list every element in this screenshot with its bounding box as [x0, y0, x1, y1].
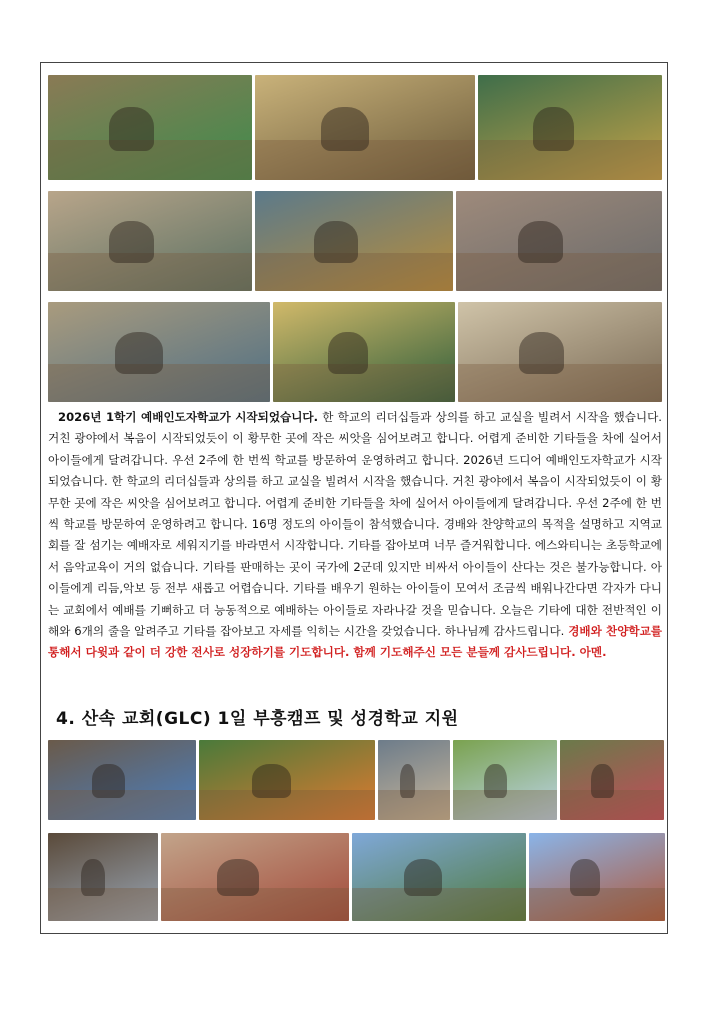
classroom-photo-row-3 — [48, 302, 662, 402]
camp-photo — [352, 833, 526, 921]
camp-photo-row-1 — [48, 740, 664, 820]
worship-school-paragraph — [48, 407, 662, 664]
classroom-photo — [255, 75, 475, 180]
classroom-photo — [255, 191, 453, 291]
camp-photo — [378, 740, 450, 820]
classroom-photo — [458, 302, 662, 402]
classroom-photo — [48, 75, 252, 180]
camp-photo — [199, 740, 375, 820]
prayer-request: 경배와 찬양학교를 통해서 다윗과 같이 더 강한 전사로 성장하기를 기도합니다. 함께 기도해주신 모든 분들께 감사드립니다. 아멘. — [48, 624, 663, 660]
camp-photo — [560, 740, 664, 820]
classroom-photo — [273, 302, 455, 402]
camp-photo — [453, 740, 557, 820]
paragraph-body: 한 학교의 리더십들과 상의를 하고 교실을 빌려서 시작을 했습니다. 거친 광야에서 복음이 시작되었듯이 이 황무한 곳에 작은 씨앗을 심어보려고 합니다. 어렵게 준비한 기타들을 차에 실어서 아이들에게 달려갑니다. 우선 2주에 한 번씩 학교를 방문하여 운영하려고 합니다. 2026년 드디어 예배인도자학교가 시작되었습니다. 한 학교의 리더십들과 상의를 하고 교실을 빌려서 시작을 했습니다. 거친 광야에서 복음이 시작되었듯이 이 황무한 곳에 작은 씨앗을 심어보려고 합니다. 어렵게 준비한 기타들을 차에 실어서 아이들에게 달려갑니다. 우선 2주에 한 번씩 학교를 방문하여 운영하려고 합니다. 16명 정도의 아이들이 참석했습니다. 경배와 찬양학교의 목적을 설명하고 지역교회를 잘 섬기는 예배자로 세워지기를 바라면서 시작합니다. 기타를 잡아보며 너무 즐거워합니다. 에스와티니는 초등학교에서 음악교육이 거의 없습니다. 기타를 판매하는 곳이 국가에 2군데 있지만 비싸서 아이들이 산다는 것은 불가능합니다. 아이들에게 리듬,악보 등 전부 새롭고 어렵습니다. 기타를 배우기 원하는 아이들이 모여서 조금씩 배워나간다면 각자가 다니는 교회에서 예배를 기뻐하고 더 능동적으로 예배하는 아이들로 자라나갈 것을 믿습니다. 오늘은 기타에 대한 전반적인 이해와 6개의 줄을 알려주고 기타를 잡아보고 자세를 익히는 시간을 갖었습니다. 하나님께 감사드립니다. — [48, 410, 662, 639]
classroom-photo — [48, 191, 252, 291]
camp-photo — [48, 833, 158, 921]
section-heading: 4. 산속 교회(GLC) 1일 부흥캠프 및 성경학교 지원 — [56, 709, 459, 729]
classroom-photo-row-1 — [48, 75, 662, 180]
camp-photo — [161, 833, 349, 921]
camp-photo-row-2 — [48, 833, 665, 921]
camp-photo — [48, 740, 196, 820]
paragraph-lead: 2026년 1학기 예배인도자학교가 시작되었습니다. — [58, 410, 319, 424]
camp-photo — [529, 833, 665, 921]
classroom-photo — [478, 75, 662, 180]
classroom-photo — [48, 302, 270, 402]
classroom-photo — [456, 191, 662, 291]
classroom-photo-row-2 — [48, 191, 662, 291]
